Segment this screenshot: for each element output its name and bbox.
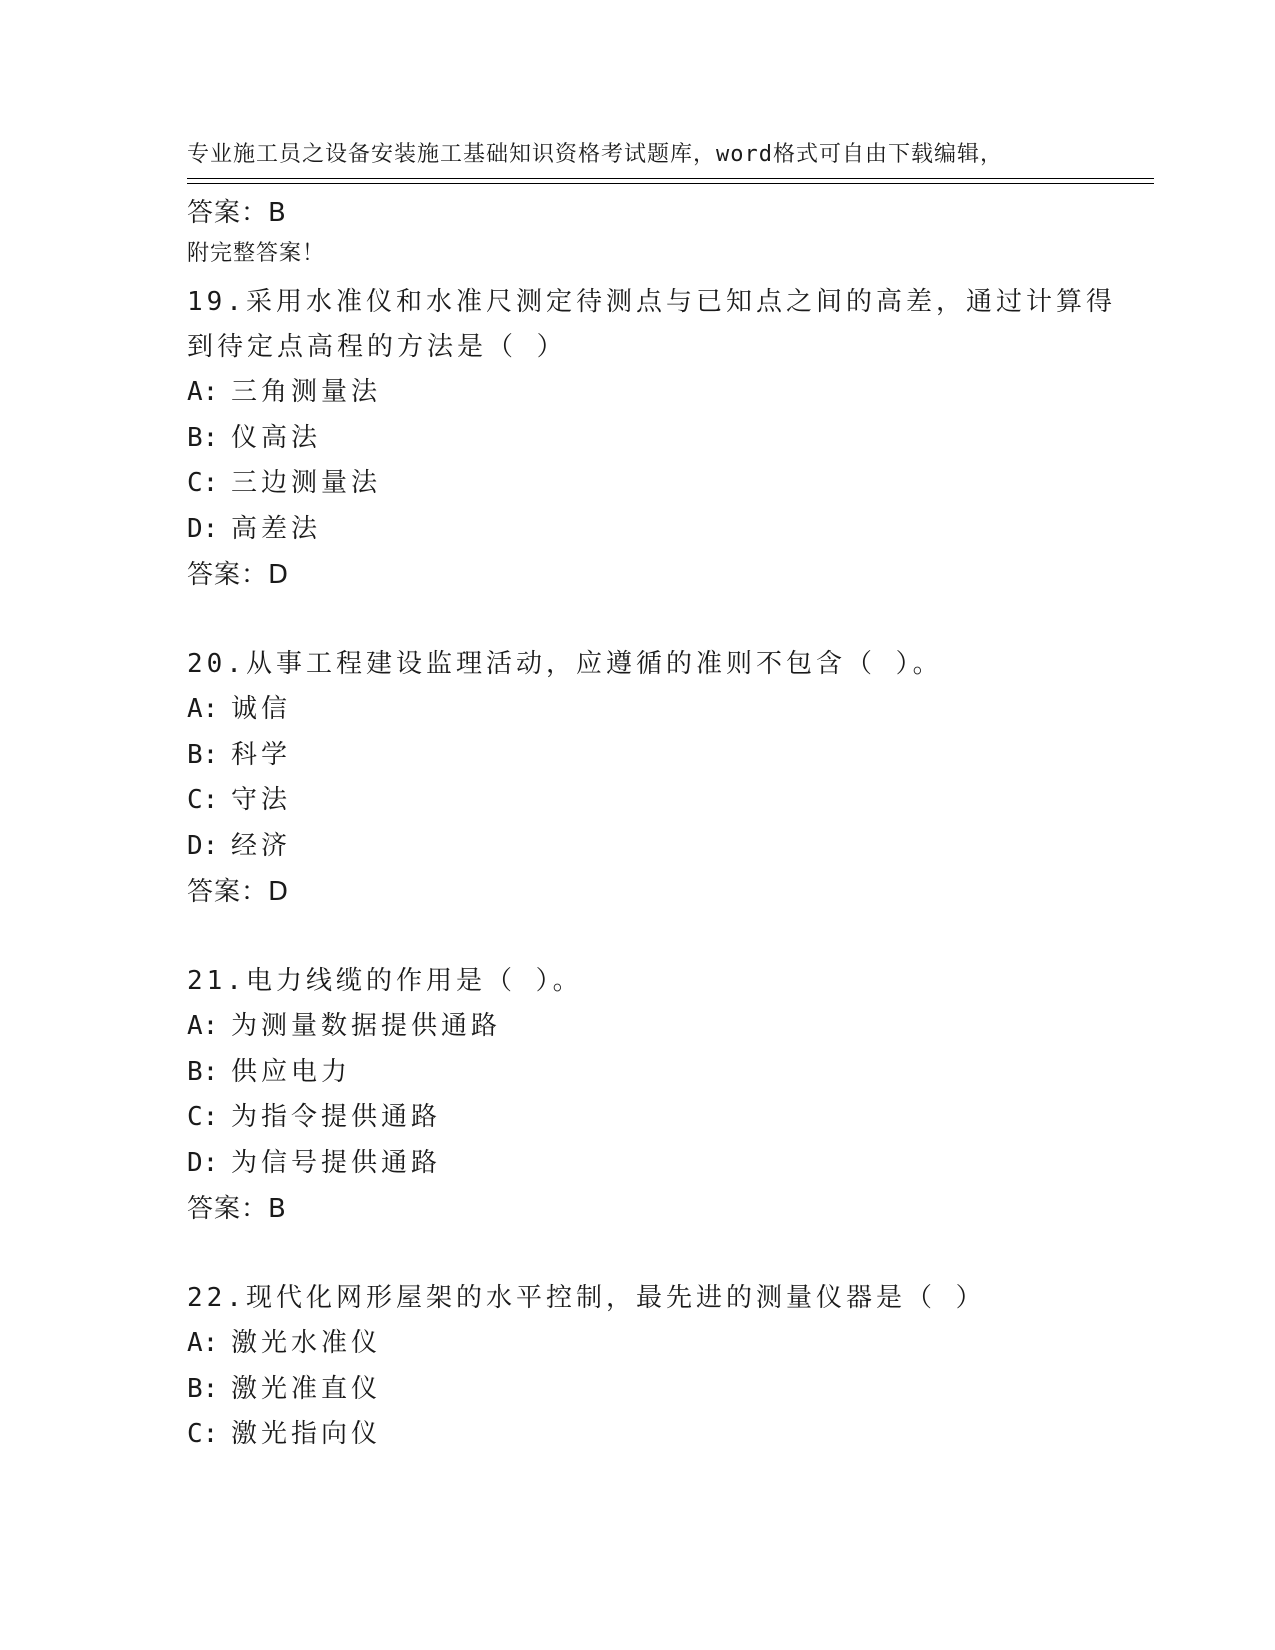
option-c: [187, 461, 1147, 507]
option-d: [187, 1141, 1147, 1187]
option-b: [187, 733, 1147, 779]
option-b: [187, 416, 1147, 462]
option-text: 三边测量法: [231, 468, 382, 498]
option-key: A:: [187, 1011, 219, 1041]
option-key: B:: [187, 1056, 219, 1087]
option-text: 经济: [231, 830, 292, 861]
option-c: [187, 1095, 1147, 1141]
question-stem: [187, 1276, 1147, 1321]
option-key: B:: [187, 422, 219, 453]
option-a: [187, 1004, 1147, 1050]
option-text: 激光水准仪: [231, 1328, 382, 1358]
question-stem-line-1: 21.电力线缆的作用是（ ）。: [187, 966, 583, 996]
previous-question-answer: 答案：B: [187, 198, 287, 228]
option-text: 三角测量法: [231, 377, 382, 407]
option-text: 科学: [231, 739, 292, 770]
option-key: C:: [187, 1419, 219, 1449]
option-a: [187, 1321, 1147, 1367]
option-key: D:: [187, 830, 219, 861]
option-text: 激光指向仪: [231, 1419, 382, 1449]
option-key: C:: [187, 785, 219, 815]
question-list: [187, 190, 1147, 1458]
option-key: A:: [187, 1328, 219, 1358]
question-answer: 答案：D: [187, 877, 290, 907]
option-key: A:: [187, 694, 219, 724]
question-stem-line-2: 到待定点高程的方法是（ ）: [187, 332, 567, 362]
option-text: 激光准直仪: [231, 1373, 382, 1404]
question-answer: 答案：D: [187, 560, 290, 590]
header-divider-bottom: [187, 183, 1154, 184]
question-20: [187, 598, 1147, 915]
question-stem-line-1: 20.从事工程建设监理活动，应遵循的准则不包含（ ）。: [187, 649, 943, 679]
question-stem-line-1: 22.现代化网形屋架的水平控制，最先进的测量仪器是（ ）: [187, 1283, 986, 1313]
option-text: 为测量数据提供通路: [231, 1011, 502, 1041]
option-b: [187, 1367, 1147, 1413]
option-key: D:: [187, 1147, 219, 1178]
question-stem: [187, 280, 1147, 370]
question-stem-line-1: 19.采用水准仪和水准尺测定待测点与已知点之间的高差，通过计算得: [187, 287, 1116, 317]
question-stem: [187, 959, 1147, 1004]
header-line-2: 附完整答案！: [187, 241, 326, 266]
question-stem: [187, 642, 1147, 687]
option-text: 为指令提供通路: [231, 1102, 442, 1132]
option-text: 守法: [231, 785, 292, 815]
header-divider-top: [187, 178, 1154, 179]
option-key: C:: [187, 468, 219, 498]
option-b: [187, 1050, 1147, 1096]
option-text: 供应电力: [231, 1056, 352, 1087]
option-d: [187, 507, 1147, 553]
option-text: 诚信: [231, 694, 292, 724]
option-a: [187, 687, 1147, 733]
option-key: B:: [187, 1373, 219, 1404]
question-19: [187, 236, 1147, 598]
option-key: A:: [187, 377, 219, 407]
option-key: C:: [187, 1102, 219, 1132]
option-c: [187, 778, 1147, 824]
header-line-1: 专业施工员之设备安装施工基础知识资格考试题库，word格式可自由下载编辑，: [187, 142, 1003, 167]
option-text: 高差法: [231, 513, 322, 544]
option-c: [187, 1412, 1147, 1458]
question-answer: 答案：B: [187, 1194, 287, 1224]
option-key: B:: [187, 739, 219, 770]
option-a: [187, 370, 1147, 416]
question-22: [187, 1232, 1147, 1458]
option-text: 仪高法: [231, 422, 322, 453]
option-key: D:: [187, 513, 219, 544]
option-d: [187, 824, 1147, 870]
option-text: 为信号提供通路: [231, 1147, 442, 1178]
question-21: [187, 915, 1147, 1232]
